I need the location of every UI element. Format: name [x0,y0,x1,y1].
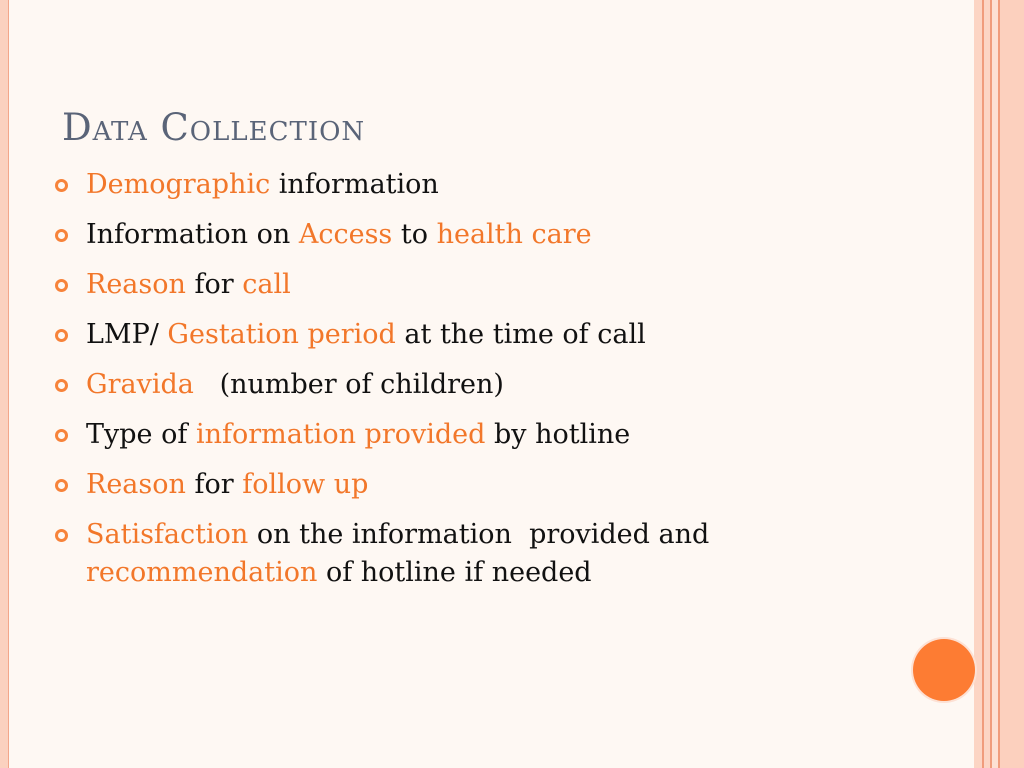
bullet-text: Type of [86,419,196,450]
highlighted-text: Reason [86,269,186,300]
highlighted-text: call [242,269,291,300]
ring-bullet-icon [55,279,68,292]
bullet-item [55,516,915,592]
left-border-decoration [0,0,9,768]
orange-circle-decoration [913,639,975,701]
bullet-item [55,166,915,204]
highlighted-text: Access [298,219,393,250]
bullet-item [55,316,915,354]
stripe [974,0,982,768]
bullet-text: Information on [86,219,299,250]
highlighted-text: Satisfaction [86,519,249,550]
bullet-text: by hotline [485,419,631,450]
highlighted-text: Gestation period [167,319,396,350]
bullet-list [55,166,915,604]
bullet-text: for [185,269,243,300]
bullet-text: of hotline if needed [317,557,592,588]
highlighted-text: recommendation [86,557,318,588]
bullet-text: on the information provided and [248,519,718,550]
highlighted-text: Reason [86,469,186,500]
bullet-item [55,466,915,504]
stripe [1000,0,1024,768]
slide-title: Data Collection [62,106,366,149]
ring-bullet-icon [55,229,68,242]
highlighted-text: Gravida [86,369,194,400]
bullet-text: information [270,169,439,200]
bullet-text: for [185,469,243,500]
ring-bullet-icon [55,479,68,492]
ring-bullet-icon [55,429,68,442]
bullet-item [55,216,915,254]
ring-bullet-icon [55,379,68,392]
highlighted-text: information provided [195,419,486,450]
ring-bullet-icon [55,529,68,542]
bullet-item [55,416,915,454]
bullet-text: LMP/ [86,319,168,350]
highlighted-text: health care [436,219,592,250]
ring-bullet-icon [55,179,68,192]
bullet-item [55,266,915,304]
right-stripe-decoration [974,0,1024,768]
highlighted-text: follow up [242,469,369,500]
highlighted-text: Demographic [86,169,271,200]
ring-bullet-icon [55,329,68,342]
bullet-text: at the time of call [395,319,646,350]
bullet-text: to [392,219,437,250]
bullet-text: (number of children) [193,369,504,400]
bullet-item [55,366,915,404]
